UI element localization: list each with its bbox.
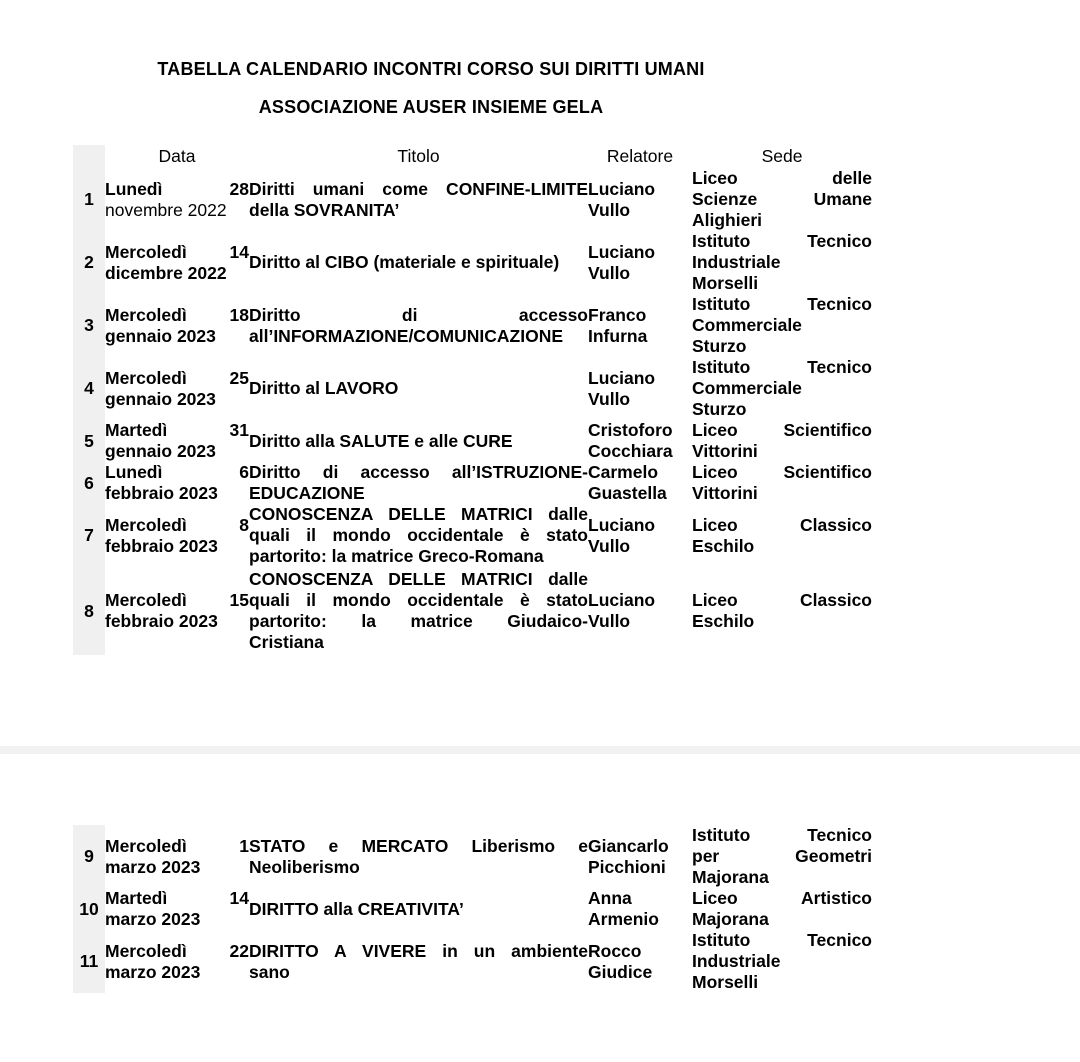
row-number-cell: 7: [73, 504, 105, 567]
speaker-cell: Cristoforo Cocchiara: [588, 420, 673, 461]
title-cell: DIRITTO A VIVERE in un ambiente sano: [249, 940, 588, 982]
title-cell: Diritto al LAVORO: [249, 378, 399, 398]
page-break-separator: [0, 746, 1080, 754]
row-number-cell: 10: [73, 888, 105, 930]
speaker-cell: Anna Armenio: [588, 888, 659, 929]
title-cell: Diritto di accesso all’ISTRUZIONE- EDUCAZIONE: [249, 462, 588, 503]
table-row: [73, 825, 872, 888]
venue-cell: Istituto Tecnico Commerciale Sturzo: [692, 357, 872, 419]
venue-cell: Liceo Artistico Majorana: [692, 888, 872, 929]
speaker-cell: Luciano Vullo: [588, 590, 656, 631]
venue-cell: Liceo Scientifico Vittorini: [692, 462, 872, 503]
venue-cell: Liceo Classico Eschilo: [692, 514, 872, 556]
title-cell: DIRITTO alla CREATIVITA’: [249, 898, 464, 919]
table-row: [73, 567, 872, 655]
row-number-header-cell: [73, 145, 105, 168]
table-row: [73, 357, 872, 420]
row-number-cell: 9: [73, 825, 105, 888]
speaker-cell: Luciano Vullo: [588, 514, 656, 556]
title-cell: Diritti umani come CONFINE-LIMITE della SOVRANITA’: [249, 178, 588, 220]
table-row: [73, 231, 872, 294]
venue-cell: Liceo Scientifico Vittorini: [692, 420, 872, 461]
row-number-cell: 1: [73, 168, 105, 231]
table-row: [73, 504, 872, 567]
table-row: [73, 888, 872, 930]
title-cell: STATO e MERCATO Liberismo e Neoliberismo: [249, 835, 588, 877]
title-cell: Diritto al CIBO (materiale e spirituale): [249, 252, 560, 272]
calendar-table-page-1: [73, 145, 872, 655]
venue-cell: Istituto Tecnico Industriale Morselli: [692, 930, 872, 992]
venue-cell: Istituto Tecnico per Geometri Majorana: [692, 825, 872, 887]
table-row: [73, 420, 872, 462]
column-header-data: Data: [158, 146, 196, 166]
column-header-titolo: Titolo: [397, 146, 440, 166]
venue-cell: Istituto Tecnico Industriale Morselli: [692, 231, 872, 293]
speaker-cell: Luciano Vullo: [588, 367, 656, 409]
speaker-cell: Carmelo Guastella: [588, 462, 667, 503]
column-header-sede: Sede: [761, 146, 803, 166]
row-number-cell: 11: [73, 930, 105, 993]
date-cell: Lunedì 28 novembre 2022: [105, 178, 249, 220]
row-number-cell: 4: [73, 357, 105, 420]
speaker-cell: Giancarlo Picchioni: [588, 835, 669, 877]
date-cell: Mercoledì 1 marzo 2023: [105, 835, 249, 877]
table-row: [73, 930, 872, 993]
date-cell: Mercoledì 8 febbraio 2023: [105, 514, 249, 556]
table-header-row: [73, 145, 872, 168]
date-cell: Mercoledì 15 febbraio 2023: [105, 590, 249, 631]
title-cell: CONOSCENZA DELLE MATRICI dalle quali il mondo occidentale è stato partorito: la matrice Giudaico- Cristiana: [249, 569, 588, 652]
column-header-relatore: Relatore: [606, 146, 674, 166]
title-cell: Diritto alla SALUTE e alle CURE: [249, 430, 513, 451]
venue-cell: Liceo delle Scienze Umane Alighieri: [692, 168, 872, 230]
speaker-cell: Rocco Giudice: [588, 940, 653, 982]
date-cell: Mercoledì 25 gennaio 2023: [105, 367, 249, 409]
date-cell: Mercoledì 18 gennaio 2023: [105, 304, 249, 346]
document-header: [75, 59, 787, 118]
row-number-cell: 2: [73, 231, 105, 294]
row-number-cell: 6: [73, 462, 105, 504]
row-number-cell: 5: [73, 420, 105, 462]
date-cell: Martedì 14 marzo 2023: [105, 888, 249, 929]
date-cell: Lunedì 6 febbraio 2023: [105, 462, 249, 503]
speaker-cell: Luciano Vullo: [588, 178, 656, 220]
speaker-cell: Luciano Vullo: [588, 241, 656, 283]
title-cell: Diritto di accesso all’INFORMAZIONE/COMUNICAZIONE: [249, 304, 588, 346]
table-row: [73, 462, 872, 504]
row-number-cell: 3: [73, 294, 105, 357]
row-number-cell: 8: [73, 567, 105, 655]
calendar-table-page-2: [73, 825, 872, 993]
document-title: TABELLA CALENDARIO INCONTRI CORSO SUI DIRITTI UMANI: [157, 59, 705, 79]
venue-cell: Liceo Classico Eschilo: [692, 590, 872, 631]
document-subtitle: ASSOCIAZIONE AUSER INSIEME GELA: [258, 97, 604, 117]
date-cell: Martedì 31 gennaio 2023: [105, 420, 249, 461]
title-cell: CONOSCENZA DELLE MATRICI dalle quali il mondo occidentale è stato partorito: la matrice Greco-Romana: [249, 504, 588, 566]
date-cell: Mercoledì 14 dicembre 2022: [105, 241, 249, 283]
date-cell: Mercoledì 22 marzo 2023: [105, 940, 249, 982]
speaker-cell: Franco Infurna: [588, 304, 648, 346]
table-row: [73, 168, 872, 231]
table-row: [73, 294, 872, 357]
venue-cell: Istituto Tecnico Commerciale Sturzo: [692, 294, 872, 356]
